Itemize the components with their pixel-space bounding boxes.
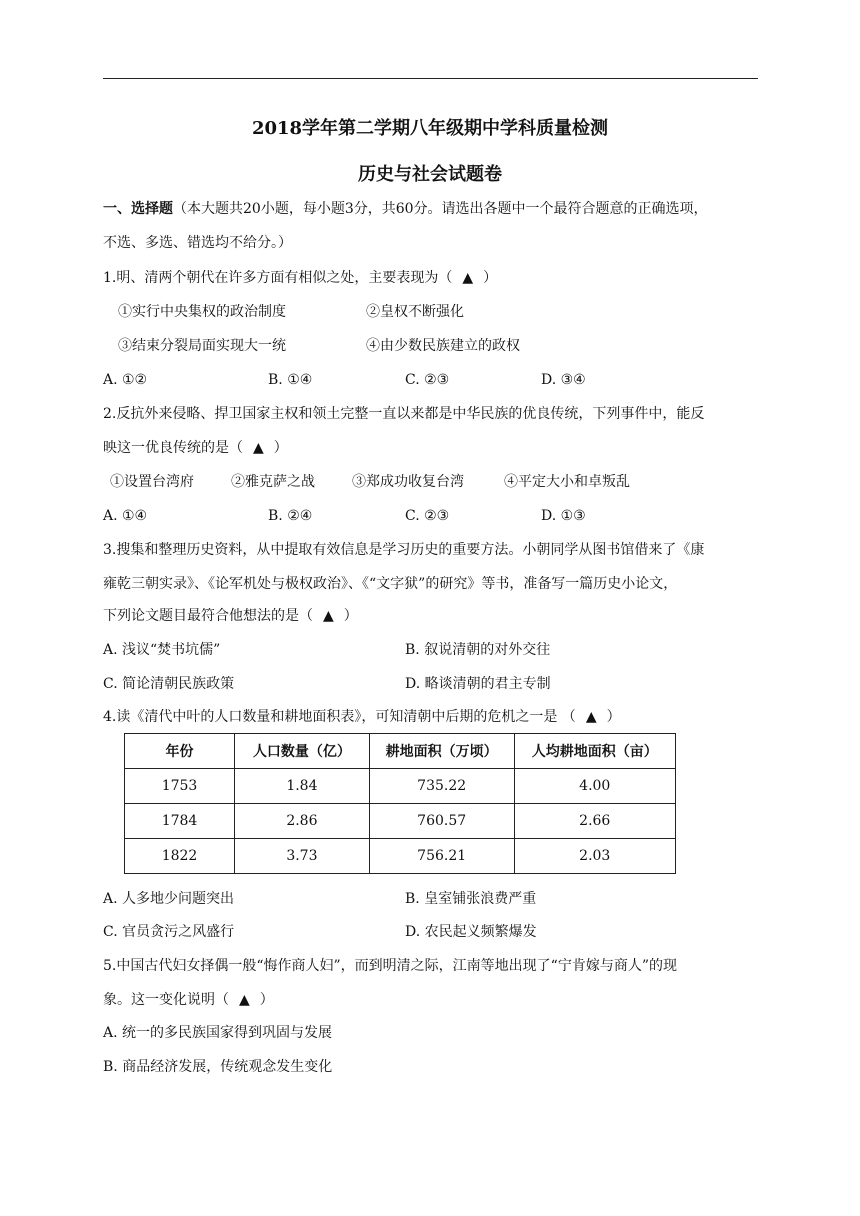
- table-cell: 760.57: [369, 804, 514, 839]
- question-1-close: ）: [483, 270, 498, 286]
- question-2-item-4: ④平定大小和卓叛乱: [504, 474, 630, 490]
- table-cell: 1784: [125, 804, 235, 839]
- question-1-item-1: ①实行中央集权的政治制度: [118, 304, 286, 320]
- question-2-stem-b: [103, 438, 763, 458]
- table-cell: 1.84: [235, 769, 370, 804]
- question-4-option-b: B. 皇室铺张浪费严重: [405, 891, 537, 907]
- question-2-option-a: A. ①④: [103, 508, 148, 524]
- question-2-item-2: ②雅克萨之战: [231, 474, 315, 490]
- question-4-stem: [103, 707, 763, 727]
- table-cell: 4.00: [514, 769, 675, 804]
- question-3-close: ）: [343, 608, 358, 624]
- header-per-capita: 人均耕地面积（亩）: [514, 734, 675, 769]
- table-row: [125, 839, 676, 874]
- table-header-row: [125, 734, 676, 769]
- question-3-stem-b: 雍乾三朝实录》、《论军机处与极权政治》、《“文字狱”的研究》等书，准备写一篇历史小论文，: [103, 576, 678, 592]
- table-cell: 1822: [125, 839, 235, 874]
- exam-title: 2018学年第二学期八年级期中学科质量检测: [251, 118, 609, 139]
- question-2-item-3: ③郑成功收复台湾: [352, 474, 464, 490]
- answer-blank-triangle: ▲: [462, 270, 474, 286]
- question-1-item-3: ③结束分裂局面实现大一统: [118, 338, 286, 354]
- question-2-stem-b-text: 映这一优良传统的是（: [103, 440, 243, 456]
- question-1-stem-text: 1.明、清两个朝代在许多方面有相似之处，主要表现为（: [103, 270, 453, 286]
- question-3-option-a: A. 浅议“焚书坑儒”: [103, 642, 221, 658]
- answer-blank-triangle: ▲: [253, 440, 264, 456]
- question-3-stem-a: 3.搜集和整理历史资料，从中提取有效信息是学习历史的重要方法。小朝同学从图书馆借来了《康: [103, 542, 705, 558]
- question-3-option-b: B. 叙说清朝的对外交往: [405, 642, 551, 658]
- question-2-option-b: B. ②④: [268, 508, 313, 524]
- table-cell: 2.86: [235, 804, 370, 839]
- question-4-stem-text: 4.读《清代中叶的人口数量和耕地面积表》，可知清朝中后期的危机之一是 （: [103, 709, 576, 725]
- question-2-option-d: D. ①③: [541, 508, 586, 524]
- section-intro-text-b: 不选、多选、错选均不给分。）: [103, 235, 292, 251]
- question-5-option-a: A. 统一的多民族国家得到巩固与发展: [103, 1025, 333, 1041]
- answer-blank-triangle: ▲: [323, 608, 334, 624]
- header-year: 年份: [125, 734, 235, 769]
- question-2-stem-a: 2.反抗外来侵略、捍卫国家主权和领土完整一直以来都是中华民族的优良传统，下列事件中，能反: [103, 406, 705, 422]
- question-3-stem-c: [103, 606, 763, 626]
- question-5-stem-a: 5.中国古代妇女择偶一般“悔作商人妇”，而到明清之际，江南等地出现了“宁肯嫁与商人”的现: [103, 958, 677, 974]
- section-heading: 一、选择题: [103, 201, 173, 217]
- header-farmland: 耕地面积（万顷）: [369, 734, 514, 769]
- question-4-close: ）: [606, 709, 621, 725]
- table-row: [125, 769, 676, 804]
- question-5-close: ）: [259, 992, 274, 1008]
- answer-blank-triangle: ▲: [585, 709, 597, 725]
- header-population: 人口数量（亿）: [235, 734, 370, 769]
- section-intro-text-a: （本大题共20小题，每小题3分，共60分。请选出各题中一个最符合题意的正确选项，: [173, 201, 708, 217]
- table-cell: 1753: [125, 769, 235, 804]
- table-row: [125, 804, 676, 839]
- question-3-option-c: C. 简论清朝民族政策: [103, 676, 235, 692]
- question-5-stem-b-text: 象。这一变化说明（: [103, 992, 229, 1008]
- question-1-option-d: D. ③④: [541, 372, 586, 388]
- question-4-option-a: A. 人多地少问题突出: [103, 891, 235, 907]
- question-2-close: ）: [273, 440, 288, 456]
- table-cell: 2.66: [514, 804, 675, 839]
- table-cell: 735.22: [369, 769, 514, 804]
- answer-blank-triangle: ▲: [239, 992, 250, 1008]
- question-5-stem-b: [103, 990, 763, 1010]
- question-3-stem-c-text: 下列论文题目最符合他想法的是（: [103, 608, 313, 624]
- question-4-option-d: D. 农民起义频繁爆发: [405, 924, 537, 940]
- question-1-item-4: ④由少数民族建立的政权: [366, 338, 520, 354]
- population-farmland-table: [124, 733, 676, 874]
- question-2-item-1: ①设置台湾府: [110, 474, 194, 490]
- question-1-option-a: A. ①②: [103, 372, 148, 388]
- question-1-option-c: C. ②③: [405, 372, 450, 388]
- question-4-option-c: C. 官员贪污之风盛行: [103, 924, 235, 940]
- table-cell: 756.21: [369, 839, 514, 874]
- question-3-option-d: D. 略谈清朝的君主专制: [405, 676, 551, 692]
- question-1-option-b: B. ①④: [268, 372, 313, 388]
- question-5-option-b: B. 商品经济发展，传统观念发生变化: [103, 1059, 333, 1075]
- header-rule: [103, 78, 758, 79]
- exam-subtitle: 历史与社会试题卷: [358, 164, 502, 185]
- section-intro: [103, 199, 763, 219]
- question-2-option-c: C. ②③: [405, 508, 450, 524]
- question-1-item-2: ②皇权不断强化: [366, 304, 464, 320]
- table-cell: 2.03: [514, 839, 675, 874]
- question-1-stem: [103, 268, 763, 288]
- table-cell: 3.73: [235, 839, 370, 874]
